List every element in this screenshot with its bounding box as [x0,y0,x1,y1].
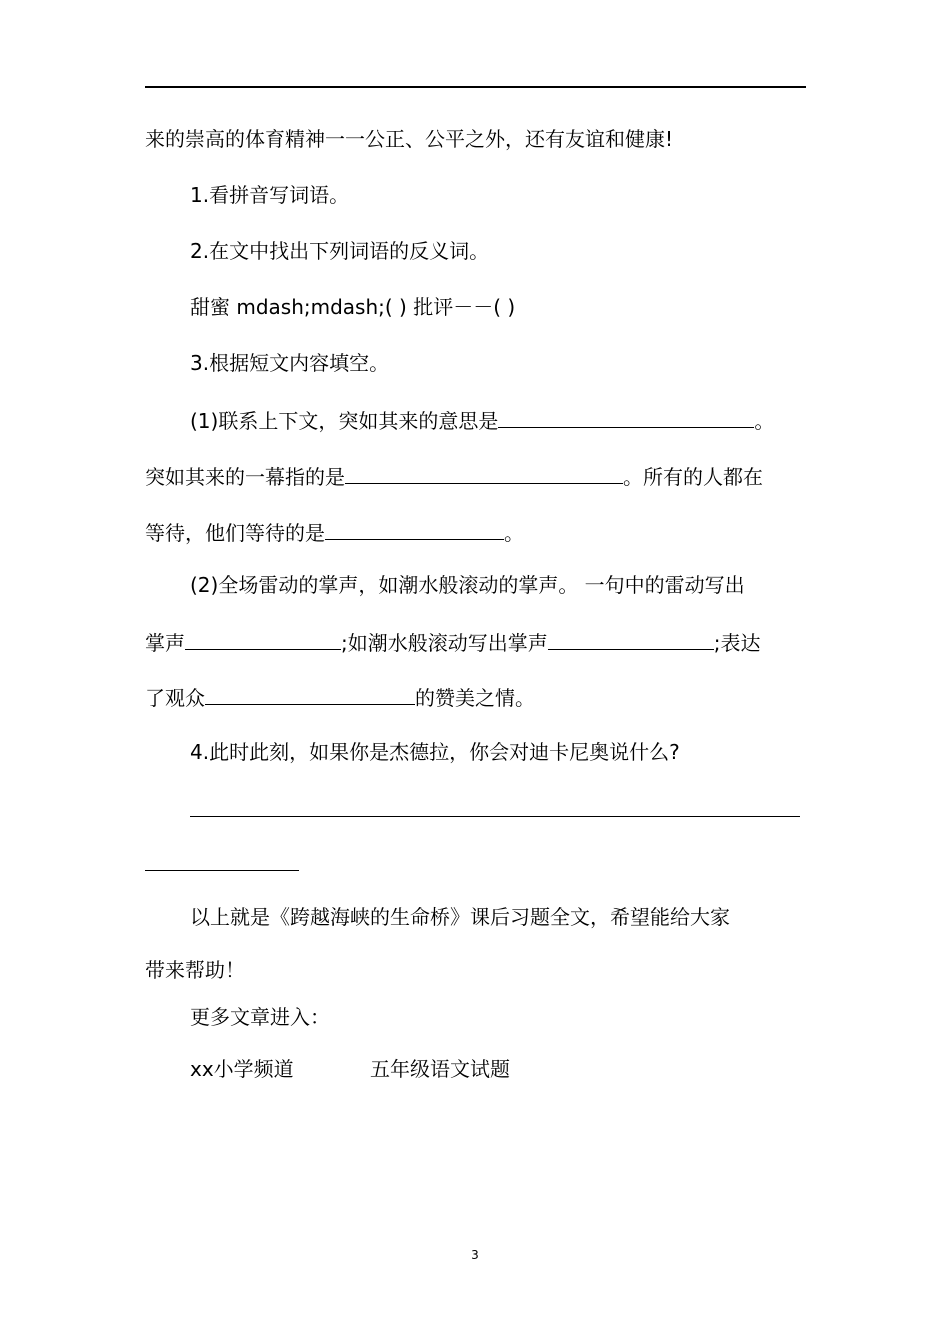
fill-blank-thunder[interactable] [185,629,341,650]
question-3-2-prompt-c: ;表达 [713,631,761,655]
question-3-2-line-3 [145,684,535,708]
question-3-2-line-2 [145,629,761,653]
antonym-pairs: 甜蜜 mdash;mdash;( ) 批评－－( ) [190,295,516,319]
answer-line-1[interactable] [190,816,800,817]
link-primary-school-channel[interactable]: xx小学频道 [190,1057,294,1081]
question-3-1-line-1 [190,407,774,431]
closing-line-1: 以上就是《跨越海峡的生命桥》课后习题全文，希望能给大家 [190,905,730,929]
question-3-1-line-3 [145,519,524,543]
question-3-2-prompt-e: 的赞美之情。 [415,686,535,710]
question-3-2-prompt-a: 掌声 [145,631,185,655]
question-4: 4.此时此刻，如果你是杰德拉，你会对迪卡尼奥说什么? [190,740,680,764]
fill-blank-waiting[interactable] [325,519,504,540]
punctuation: 。 [504,521,524,545]
punctuation: 。 [754,409,775,433]
question-1: 1.看拼音写词语。 [190,183,350,207]
closing-line-2: 带来帮助！ [145,958,245,982]
header-rule [145,86,806,88]
question-3-1-prompt-3: 等待，他们等待的是 [145,521,325,545]
fill-blank-meaning[interactable] [498,407,754,428]
more-articles-label: 更多文章进入： [190,1005,330,1029]
question-2: 2.在文中找出下列词语的反义词。 [190,239,490,263]
question-3-1-line-2 [145,463,763,487]
fill-blank-tide[interactable] [548,629,714,650]
answer-line-2[interactable] [145,870,299,871]
question-3-2-prompt-d: 了观众 [145,686,205,710]
fill-blank-scene[interactable] [345,463,623,484]
question-3-1-prompt-2-end: 。所有的人都在 [623,465,763,489]
link-grade5-chinese-tests[interactable]: 五年级语文试题 [370,1057,510,1081]
question-3-2-line-1: (2)全场雷动的掌声，如潮水般滚动的掌声。 一句中的雷动写出 [190,573,745,597]
question-3-1-prompt: (1)联系上下文，突如其来的意思是 [190,409,499,433]
question-3-1-prompt-2: 突如其来的一幕指的是 [145,465,345,489]
question-3: 3.根据短文内容填空。 [190,351,390,375]
paragraph-continuation: 来的崇高的体育精神一一公正、公平之外，还有友谊和健康! [145,127,674,151]
question-3-2-prompt-b: ;如潮水般滚动写出掌声 [341,631,548,655]
page-number: 3 [471,1248,479,1262]
fill-blank-audience[interactable] [205,684,415,705]
related-links [0,1057,950,1081]
